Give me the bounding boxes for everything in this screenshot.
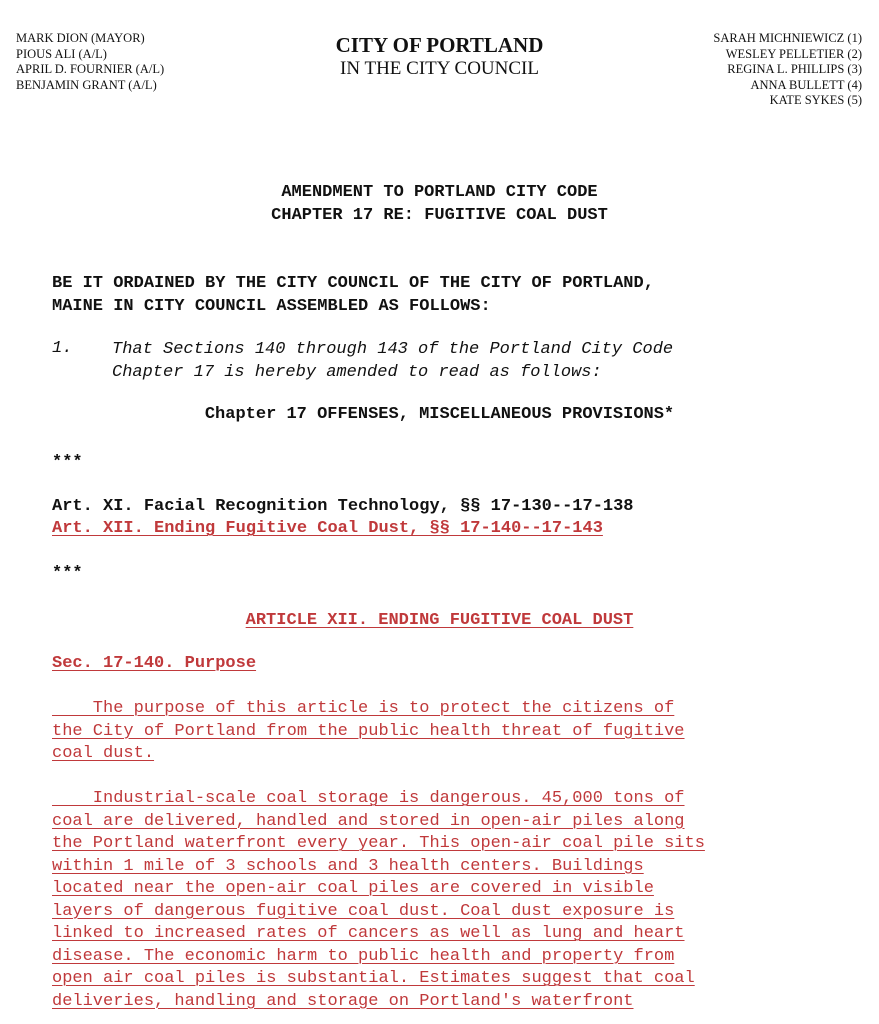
council-name: IN THE CITY COUNCIL	[340, 58, 539, 79]
title-line: AMENDMENT TO PORTLAND CITY CODE	[281, 183, 598, 202]
toc-article-11: Art. XI. Facial Recognition Technology, §§ 17-130--17-138	[52, 497, 634, 516]
ordained-line: MAINE IN CITY COUNCIL ASSEMBLED AS FOLLOWS:	[52, 297, 491, 316]
city-name: CITY OF PORTLAND	[335, 33, 544, 57]
paragraph-line: coal dust.	[52, 744, 155, 763]
item-text	[112, 339, 673, 384]
title-line: CHAPTER 17 RE: FUGITIVE COAL DUST	[271, 206, 608, 225]
purpose-paragraph	[52, 698, 685, 766]
paragraph-line: the Portland waterfront every year. This open-air coal pile sits	[52, 834, 705, 853]
member-name: REGINA L. PHILLIPS (3)	[727, 62, 862, 76]
member-name: ANNA BULLETT (4)	[750, 77, 862, 92]
paragraph-line: linked to increased rates of cancers as well as lung and heart	[52, 924, 685, 943]
member-name: BENJAMIN GRANT (A/L)	[16, 77, 157, 92]
paragraph-line: Industrial-scale coal storage is dangerous. 45,000 tons of	[52, 789, 685, 808]
council-members-right	[713, 31, 862, 109]
member-name: MARK DION (MAYOR)	[16, 31, 145, 45]
separator: ***	[52, 453, 83, 472]
paragraph-line: open air coal piles is substantial. Estimates suggest that coal	[52, 969, 695, 988]
member-name: PIOUS ALI (A/L)	[16, 46, 107, 61]
paragraph-line: disease. The economic harm to public health and property from	[52, 946, 675, 966]
item-number: 1.	[52, 339, 73, 358]
item-line: That Sections 140 through 143 of the Portland City Code	[112, 340, 674, 359]
article-heading: ARTICLE XII. ENDING FUGITIVE COAL DUST	[245, 611, 634, 630]
paragraph-line: layers of dangerous fugitive coal dust. Coal dust exposure is	[52, 901, 675, 921]
member-name: APRIL D. FOURNIER (A/L)	[16, 62, 165, 76]
ordained-clause	[52, 272, 654, 318]
toc-article-12: Art. XII. Ending Fugitive Coal Dust, §§ 17-140--17-143	[52, 519, 603, 538]
member-name: SARAH MICHNIEWICZ (1)	[713, 31, 862, 45]
chapter-heading: Chapter 17 OFFENSES, MISCELLANEOUS PROVISIONS*	[204, 405, 675, 424]
ordained-line: BE IT ORDAINED BY THE CITY COUNCIL OF THE CITY OF PORTLAND,	[52, 274, 654, 293]
member-name: WESLEY PELLETIER (2)	[725, 46, 862, 61]
paragraph-line: the City of Portland from the public health threat of fugitive	[52, 721, 685, 741]
member-name: KATE SYKES (5)	[769, 93, 862, 107]
paragraph-line: The purpose of this article is to protect the citizens of	[52, 699, 675, 718]
amendment-title	[0, 181, 879, 227]
industrial-paragraph	[52, 788, 705, 1013]
paragraph-line: deliveries, handling and storage on Portland's waterfront	[52, 991, 634, 1011]
paragraph-line: within 1 mile of 3 schools and 3 health centers. Buildings	[52, 856, 644, 876]
item-line: Chapter 17 is hereby amended to read as follows:	[112, 362, 602, 382]
section-heading: Sec. 17-140. Purpose	[52, 654, 257, 673]
paragraph-line: coal are delivered, handled and stored in open-air piles along	[52, 811, 685, 831]
paragraph-line: located near the open-air coal piles are covered in visible	[52, 879, 654, 898]
separator: ***	[52, 564, 83, 583]
